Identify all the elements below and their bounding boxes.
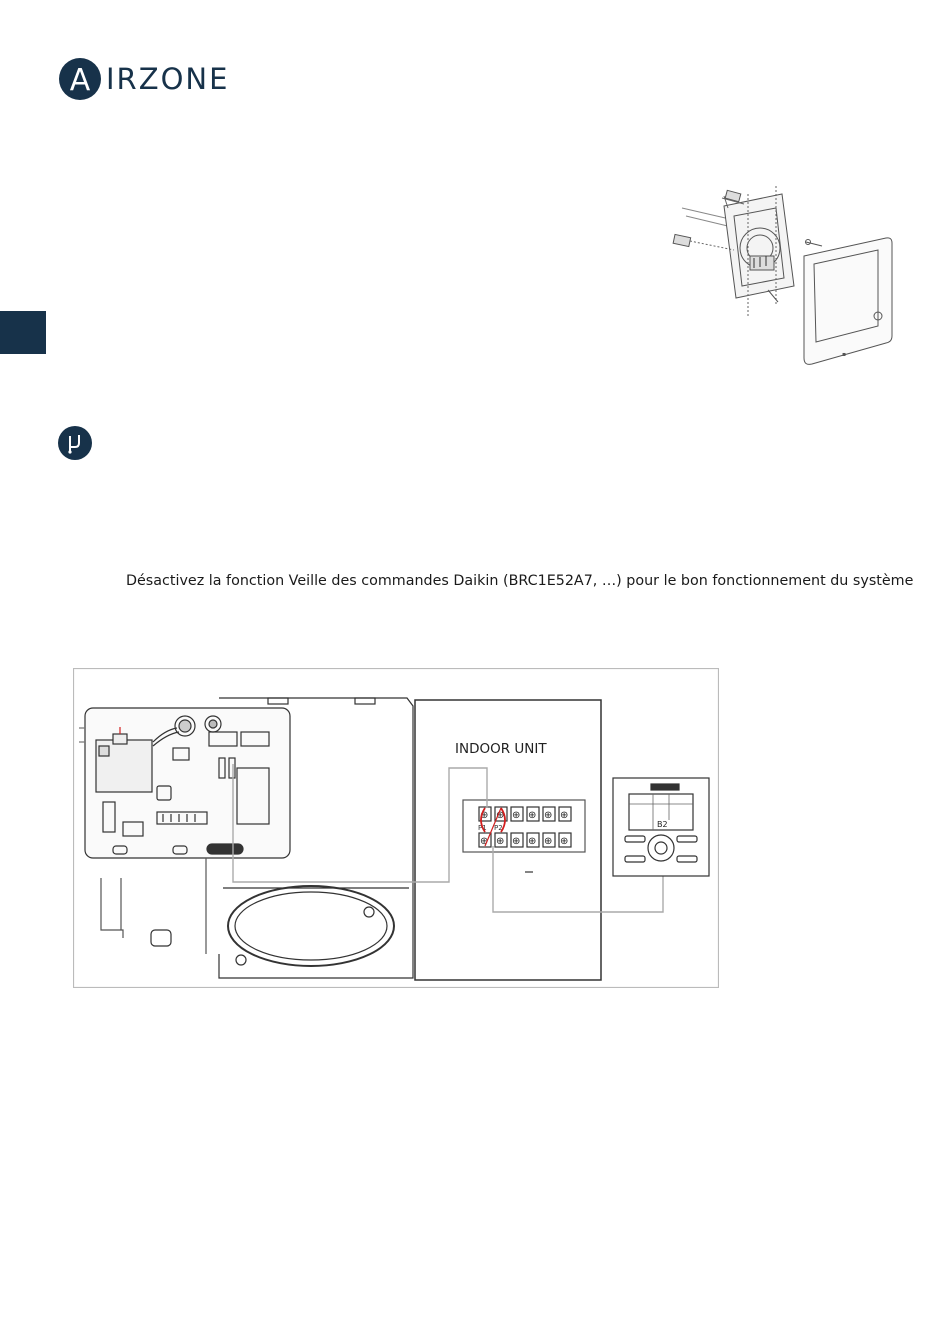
- svg-text:⊕: ⊕: [496, 836, 505, 847]
- svg-text:⊕: ⊕: [528, 810, 537, 821]
- svg-text:⊕: ⊕: [512, 836, 521, 847]
- airzone-logo: [58, 56, 233, 106]
- tip-icon: [57, 425, 93, 461]
- svg-text:⊕: ⊕: [496, 810, 505, 821]
- svg-text:⊕: ⊕: [528, 836, 537, 847]
- svg-text:⊕: ⊕: [544, 810, 553, 821]
- control-box: [79, 708, 290, 858]
- thermostat-install-illustration: [664, 186, 900, 370]
- svg-text:⊕: ⊕: [544, 836, 553, 847]
- svg-text:⊕: ⊕: [560, 836, 569, 847]
- daikin-remote-controller: [613, 778, 709, 876]
- remote-display-value: B2: [657, 820, 668, 829]
- indoor-unit: [415, 700, 601, 980]
- brand-name: IRZONE: [106, 62, 230, 96]
- svg-text:⊕: ⊕: [560, 810, 569, 821]
- terminal-label-p1: P1: [478, 824, 487, 832]
- terminal-label-p2: P2: [494, 824, 503, 832]
- indoor-unit-label: INDOOR UNIT: [455, 741, 547, 757]
- chapter-side-tab: [0, 311, 46, 354]
- svg-text:⊕: ⊕: [512, 810, 521, 821]
- svg-text:⊕: ⊕: [480, 810, 489, 821]
- logo-letter: A: [69, 63, 91, 98]
- standby-note: Désactivez la fonction Veille des commandes Daikin (BRC1E52A7, …) pour le bon fonctionnement du système: [126, 573, 914, 589]
- wiring-diagram: [73, 668, 719, 988]
- svg-text:▪: ▪: [842, 351, 847, 358]
- svg-text:⊕: ⊕: [480, 836, 489, 847]
- airzone-logo-mark: [58, 56, 108, 106]
